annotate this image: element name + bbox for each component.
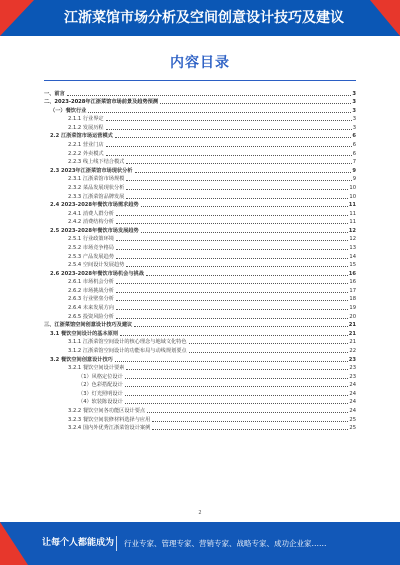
- toc-dot-leader: [152, 429, 348, 430]
- toc-entry-page: 21: [348, 322, 356, 329]
- toc-entry[interactable]: [44, 371, 356, 380]
- toc-dot-leader: [160, 103, 351, 104]
- toc-entry-title: 3.1 餐饮空间设计的基本原则: [50, 330, 119, 337]
- toc-dot-leader: [125, 378, 349, 379]
- toc-entry[interactable]: [44, 354, 356, 363]
- page-header: [0, 0, 400, 36]
- toc-entry-title: 2.6.2 市场挑战分析: [68, 287, 114, 294]
- footer-accent: [0, 522, 28, 565]
- toc-entry-title: 2.6.1 市场机会分析: [68, 279, 114, 286]
- toc-entry-title: 3.2 餐饮空间创意设计技巧: [50, 356, 113, 363]
- toc-entry[interactable]: [44, 277, 356, 286]
- toc-entry-title: 3.1.1 江浙菜馆空间设计的核心理念与地域文化特色: [68, 339, 187, 346]
- toc-dot-leader: [116, 283, 348, 284]
- toc-entry-page: 24: [349, 407, 356, 414]
- toc-entry[interactable]: [44, 88, 356, 97]
- toc-entry[interactable]: [44, 388, 356, 397]
- toc-dot-leader: [189, 343, 349, 344]
- toc-dot-leader: [116, 240, 348, 241]
- toc-entry-title: 2.6.4 未来发展方向: [68, 305, 114, 312]
- toc-entry-title: 2.1.1 行业界定: [68, 116, 104, 123]
- toc-entry[interactable]: [44, 311, 356, 320]
- toc-dot-leader: [126, 189, 348, 190]
- toc-entry[interactable]: [44, 122, 356, 131]
- toc-entry-page: 3: [352, 99, 356, 106]
- header-title: 江浙菜馆市场分析及空间创意设计技巧及建议: [64, 10, 344, 26]
- toc-entry-page: 3: [352, 107, 356, 114]
- toc-dot-leader: [126, 163, 351, 164]
- toc-entry-title: 3.2.3 餐饮空间装修材料选择与应用: [68, 416, 151, 423]
- toc-dot-leader: [126, 198, 348, 199]
- toc-entry-page: 9: [352, 167, 356, 174]
- toc-entry[interactable]: [44, 363, 356, 372]
- toc-dot-leader: [126, 180, 351, 181]
- toc-dot-leader: [120, 335, 348, 336]
- toc-entry[interactable]: [44, 328, 356, 337]
- toc-entry-page: 6: [352, 142, 356, 149]
- toc-entry-page: 13: [349, 244, 356, 251]
- toc-entry[interactable]: [44, 165, 356, 174]
- toc-dot-leader: [115, 361, 348, 362]
- toc-entry[interactable]: [44, 191, 356, 200]
- toc-dot-leader: [106, 129, 352, 130]
- toc-entry[interactable]: [44, 260, 356, 269]
- toc-entry[interactable]: [44, 397, 356, 406]
- toc-entry-page: 23: [349, 373, 356, 380]
- toc-dot-leader: [116, 300, 348, 301]
- toc-entry-title: （3）灯光照明设计: [78, 390, 123, 397]
- toc-divider: [44, 80, 356, 81]
- toc-entry[interactable]: [44, 294, 356, 303]
- toc-entry-page: 24: [349, 382, 356, 389]
- toc-entry[interactable]: [44, 414, 356, 423]
- toc-entry[interactable]: [44, 337, 356, 346]
- toc-dot-leader: [106, 146, 352, 147]
- toc-entry-title: 二、2023-2028年江浙菜馆市场前景及趋势预测: [44, 99, 159, 106]
- toc-heading: 内容目录: [170, 55, 230, 71]
- toc-entry-title: 2.2.3 线上线下结合模式: [68, 159, 125, 166]
- toc-entry[interactable]: [44, 320, 356, 329]
- toc-dot-leader: [116, 309, 348, 310]
- toc-entry-page: 23: [349, 365, 356, 372]
- toc-entry-title: 2.3.2 菜品发展现状分析: [68, 184, 125, 191]
- toc-dot-leader: [125, 395, 349, 396]
- toc-entry[interactable]: [44, 302, 356, 311]
- toc-entry-title: 2.3 2023年江浙菜馆市场现状分析: [50, 167, 133, 174]
- table-of-contents: [44, 88, 356, 431]
- toc-entry-title: 3.2.1 餐饮空间设计要素: [68, 365, 125, 372]
- toc-entry-title: （2）色彩搭配设计: [78, 382, 123, 389]
- toc-entry[interactable]: [44, 380, 356, 389]
- toc-entry-title: 三、江浙菜馆空间创意设计技巧及建议: [44, 322, 133, 329]
- toc-entry-page: 9: [352, 176, 356, 183]
- toc-entry-page: 6: [352, 150, 356, 157]
- toc-dot-leader: [147, 412, 348, 413]
- toc-entry-page: 21: [348, 330, 356, 337]
- toc-entry[interactable]: [44, 242, 356, 251]
- toc-entry-title: 2.1.2 发展历程: [68, 124, 104, 131]
- toc-dot-leader: [125, 403, 349, 404]
- toc-entry-title: 2.6.3 行业壁垒分析: [68, 296, 114, 303]
- toc-dot-leader: [134, 326, 348, 327]
- toc-dot-leader: [116, 292, 348, 293]
- toc-entry-title: 3.2.2 餐饮空间各功能区设计要点: [68, 407, 146, 414]
- toc-entry-page: 15: [349, 262, 356, 269]
- toc-entry-page: 23: [348, 356, 356, 363]
- toc-entry-title: 2.4.2 消费结构分析: [68, 219, 114, 226]
- toc-entry-title: 2.6 2023-2028年餐饮市场机会与挑战: [50, 270, 144, 277]
- toc-dot-leader: [141, 232, 348, 233]
- toc-entry[interactable]: [44, 217, 356, 226]
- toc-dot-leader: [126, 266, 348, 267]
- toc-entry-page: 11: [349, 210, 356, 217]
- toc-entry[interactable]: [44, 97, 356, 106]
- toc-entry[interactable]: [44, 157, 356, 166]
- toc-entry-page: 22: [349, 347, 356, 354]
- toc-entry[interactable]: [44, 174, 356, 183]
- toc-entry-page: 7: [352, 159, 356, 166]
- toc-entry[interactable]: [44, 114, 356, 123]
- toc-dot-leader: [125, 386, 349, 387]
- toc-dot-leader: [116, 249, 348, 250]
- toc-entry-page: 12: [348, 227, 356, 234]
- toc-entry[interactable]: [44, 345, 356, 354]
- toc-entry[interactable]: [44, 225, 356, 234]
- toc-entry[interactable]: [44, 208, 356, 217]
- header-accent-right: [370, 0, 400, 36]
- toc-entry[interactable]: [44, 423, 356, 432]
- toc-entry-page: 25: [349, 425, 356, 432]
- toc-entry-page: 21: [349, 339, 356, 346]
- toc-dot-leader: [135, 172, 352, 173]
- toc-entry-page: 19: [349, 305, 356, 312]
- toc-entry-page: 24: [349, 399, 356, 406]
- footer-slogan: 让每个人都能成为: [42, 538, 115, 548]
- toc-entry-title: 2.3.3 江浙菜馆品牌发展: [68, 193, 125, 200]
- toc-entry[interactable]: [44, 234, 356, 243]
- toc-entry[interactable]: [44, 148, 356, 157]
- toc-entry-page: 12: [349, 236, 356, 243]
- toc-dot-leader: [116, 318, 348, 319]
- toc-entry[interactable]: [44, 405, 356, 414]
- toc-entry-title: 2.2.1 营业门店: [68, 142, 104, 149]
- toc-entry-title: 2.2 江浙菜馆市场运营模式: [50, 133, 113, 140]
- toc-entry-page: 10: [349, 193, 356, 200]
- toc-dot-leader: [116, 223, 348, 224]
- toc-dot-leader: [106, 155, 352, 156]
- toc-dot-leader: [116, 215, 348, 216]
- toc-entry-page: 16: [349, 279, 356, 286]
- toc-entry-title: 2.5 2023-2028年餐饮市场发展趋势: [50, 227, 139, 234]
- toc-dot-leader: [115, 137, 352, 138]
- toc-entry-page: 20: [349, 313, 356, 320]
- toc-entry-page: 3: [352, 90, 356, 97]
- toc-entry-title: （一）餐饮行业: [50, 107, 87, 114]
- toc-dot-leader: [126, 369, 348, 370]
- toc-entry[interactable]: [44, 139, 356, 148]
- toc-entry-page: 3: [352, 116, 356, 123]
- toc-entry-title: 2.2.2 外卖模式: [68, 150, 104, 157]
- toc-entry-page: 16: [348, 270, 356, 277]
- toc-entry-page: 10: [349, 184, 356, 191]
- toc-entry-page: 11: [349, 219, 356, 226]
- toc-dot-leader: [88, 112, 351, 113]
- toc-entry-page: 11: [348, 202, 356, 209]
- footer-separator: [116, 536, 117, 551]
- toc-entry-title: （1）风格定位设计: [78, 373, 123, 380]
- toc-dot-leader: [189, 352, 349, 353]
- toc-entry[interactable]: [44, 268, 356, 277]
- toc-entry-title: 2.4 2023-2028年餐饮市场需求趋势: [50, 202, 139, 209]
- toc-entry[interactable]: [44, 131, 356, 140]
- toc-entry-title: 2.4.1 消费人群分析: [68, 210, 114, 217]
- toc-entry[interactable]: [44, 182, 356, 191]
- toc-dot-leader: [116, 258, 348, 259]
- toc-entry-page: 3: [352, 124, 356, 131]
- toc-entry-title: 2.3.1 江浙菜馆市场规模: [68, 176, 125, 183]
- toc-dot-leader: [141, 206, 348, 207]
- toc-entry[interactable]: [44, 200, 356, 209]
- header-accent-left: [0, 0, 34, 36]
- toc-entry-title: 2.5.2 市场竞争格局: [68, 244, 114, 251]
- toc-entry-title: 3.2.4 国内外优秀江浙菜馆设计案例: [68, 425, 151, 432]
- toc-entry[interactable]: [44, 105, 356, 114]
- toc-entry[interactable]: [44, 251, 356, 260]
- toc-entry-title: 2.5.3 产品发展趋势: [68, 253, 114, 260]
- toc-entry-title: （4）软装陈设设计: [78, 399, 123, 406]
- toc-entry-page: 24: [349, 390, 356, 397]
- page-number: 2: [198, 510, 202, 516]
- toc-entry-title: 2.5.1 行业政策环境: [68, 236, 114, 243]
- toc-dot-leader: [106, 120, 352, 121]
- toc-entry-title: 2.6.5 投资风险分析: [68, 313, 114, 320]
- toc-dot-leader: [67, 95, 352, 96]
- toc-entry-title: 3.1.2 江浙菜馆空间设计的功能布局与动线规划要点: [68, 347, 187, 354]
- toc-entry-page: 18: [349, 296, 356, 303]
- toc-dot-leader: [146, 275, 348, 276]
- footer-tagline: 行业专家、管理专家、营销专家、战略专家、成功企业家……: [124, 539, 327, 548]
- toc-entry-page: 14: [349, 253, 356, 260]
- toc-entry-page: 17: [349, 287, 356, 294]
- toc-entry-title: 2.5.4 空间设计发展趋势: [68, 262, 125, 269]
- toc-dot-leader: [152, 421, 348, 422]
- toc-entry-page: 6: [352, 133, 356, 140]
- toc-entry[interactable]: [44, 285, 356, 294]
- page-footer: [0, 522, 400, 565]
- toc-entry-title: 一、前言: [44, 90, 65, 97]
- toc-entry-page: 25: [349, 416, 356, 423]
